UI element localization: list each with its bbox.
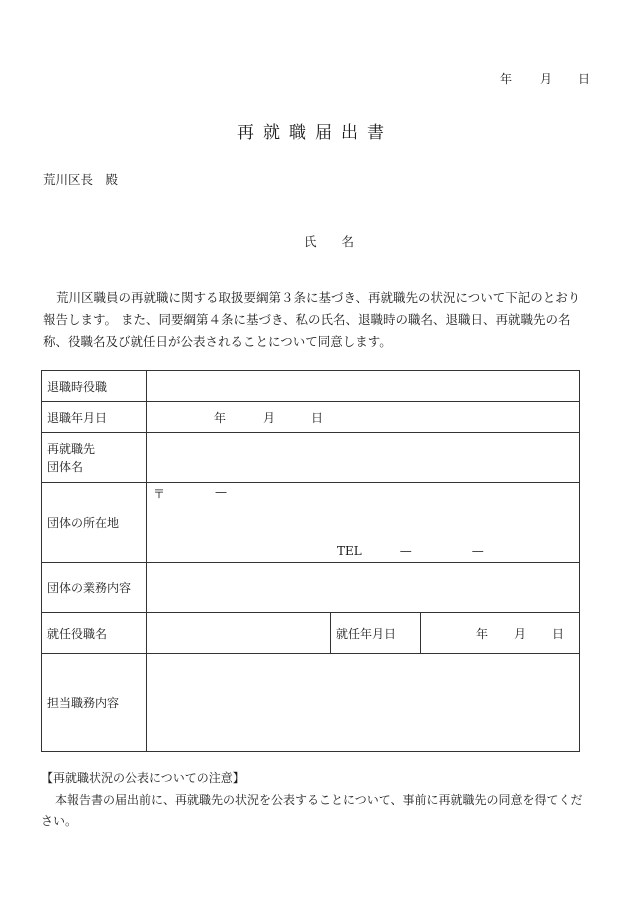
- start-date-label: 就任年月日: [331, 613, 421, 654]
- business-field[interactable]: [147, 563, 580, 613]
- tel-dash-2: —: [471, 544, 484, 558]
- retirement-day-unit: 日: [311, 410, 324, 425]
- postal-mark: 〒: [153, 487, 166, 501]
- form-row-business: [42, 563, 580, 613]
- new-employer-field[interactable]: [147, 433, 580, 483]
- retirement-position-label: 退職時役職: [42, 371, 147, 402]
- address-label: 団体の所在地: [42, 483, 147, 563]
- form-row-new-position: [42, 613, 580, 654]
- duties-field[interactable]: [147, 654, 580, 752]
- tel-dash-1: —: [399, 544, 412, 558]
- start-month-unit: 月: [514, 626, 527, 641]
- submission-date: [500, 70, 590, 87]
- document-title: 再就職届出書: [237, 123, 393, 143]
- retirement-month-unit: 月: [263, 410, 276, 425]
- form-row-new-employer: [42, 433, 580, 483]
- address-field[interactable]: [147, 483, 580, 563]
- form-row-retirement-date: [42, 402, 580, 433]
- form-row-retirement-position: [42, 371, 580, 402]
- duties-label: 担当職務内容: [42, 654, 147, 752]
- retirement-date-label: 退職年月日: [42, 402, 147, 433]
- postal-dash: —: [215, 485, 227, 499]
- tel-label: TEL: [337, 544, 362, 558]
- form-row-duties: [42, 654, 580, 752]
- consent-statement: 荒川区職員の再就職に関する取扱要綱第３条に基づき、再就職先の状況について下記のとおり報告します。 また、同要綱第４条に基づき、私の氏名、退職時の職名、退職日、再就職先の名称、役職名及び就任日が公表されることについて同意します。: [43, 290, 581, 349]
- new-employer-label: [42, 433, 147, 483]
- note-title: 【再就職状況の公表についての注意】: [41, 771, 245, 785]
- business-label: 団体の業務内容: [42, 563, 147, 613]
- tel-line: [337, 544, 484, 558]
- retirement-year-unit: 年: [214, 410, 227, 425]
- form-row-address: [42, 483, 580, 563]
- start-date-field[interactable]: [421, 613, 580, 654]
- start-year-unit: 年: [476, 626, 489, 641]
- new-employer-label-line2: 団体名: [47, 459, 84, 474]
- note-body: 本報告書の届出前に、再就職先の状況を公表することについて、事前に再就職先の同意を得てください。: [41, 793, 583, 828]
- date-month-label: 月: [540, 72, 553, 86]
- retirement-date-field[interactable]: [147, 402, 580, 433]
- start-day-unit: 日: [552, 626, 565, 641]
- date-day-label: 日: [578, 72, 591, 86]
- date-year-label: 年: [500, 72, 513, 86]
- addressee: 荒川区長 殿: [43, 172, 119, 187]
- retirement-position-field[interactable]: [147, 371, 580, 402]
- new-position-label: 就任役職名: [42, 613, 147, 654]
- new-position-field[interactable]: [147, 613, 331, 654]
- name-label: 氏 名: [304, 234, 355, 249]
- new-employer-label-line1: 再就職先: [47, 441, 96, 456]
- reemployment-form-table: [41, 370, 580, 752]
